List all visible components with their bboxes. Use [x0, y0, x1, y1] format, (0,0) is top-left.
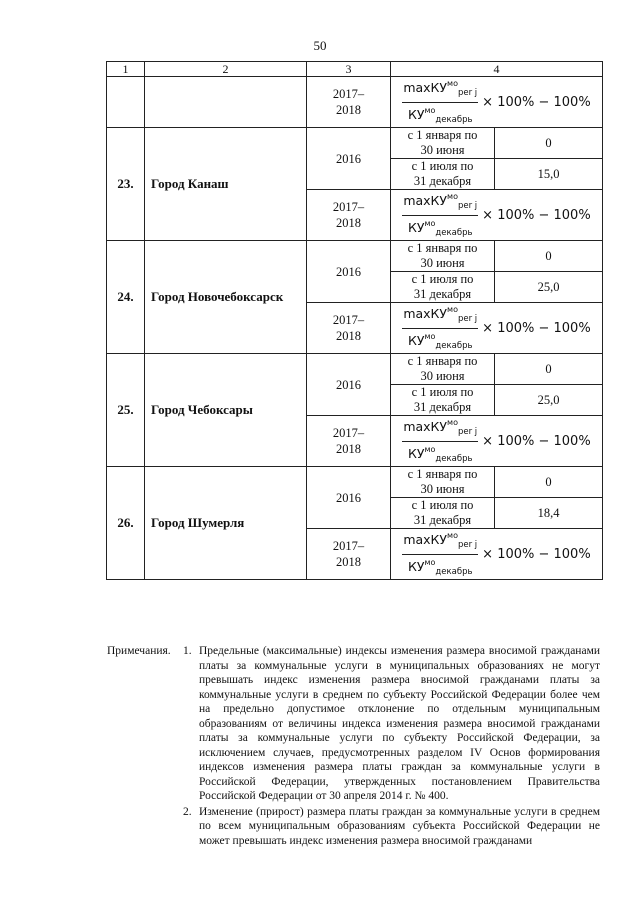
formula-cell: [391, 190, 603, 241]
year-cell: 2016: [307, 354, 391, 416]
formula-tail: × 100% − 100%: [482, 207, 591, 223]
formula-cell: [391, 416, 603, 467]
year-text: 2017– 2018: [332, 313, 365, 343]
numerator-sub: per j: [457, 427, 478, 437]
formula-numerator: [402, 190, 478, 216]
numerator-sup: мо: [447, 418, 458, 427]
numerator-base: maxКУ: [403, 306, 448, 321]
year-cell: [307, 529, 391, 580]
period-text: с 1 января по 30 июня: [407, 241, 478, 270]
header-col-3: 3: [307, 62, 391, 77]
value-cell: 0: [495, 241, 603, 272]
note-index: 1.: [183, 645, 192, 657]
formula-tail: × 100% − 100%: [482, 320, 591, 336]
notes: [107, 644, 600, 849]
note-text: Изменение (прирост) размера платы граждан за коммунальные услуги в среднем по всем муниципальным образованиям субъекта Российской Федерации не может превышать индекс изменения размера вносимой гражданами: [199, 805, 600, 847]
table-header-row: [107, 62, 603, 77]
year-text: 2017– 2018: [332, 426, 365, 456]
denominator-sub: декабрь: [435, 228, 473, 238]
table-row: [107, 77, 603, 128]
formula: [391, 303, 602, 353]
value-cell: 25,0: [495, 385, 603, 416]
year-cell: [307, 416, 391, 467]
denominator-sup: мо: [424, 106, 436, 115]
year-text: 2017– 2018: [332, 200, 365, 230]
period-text: с 1 января по 30 июня: [407, 354, 478, 383]
denominator-base: КУ: [407, 446, 425, 461]
period-cell: [391, 498, 495, 529]
formula: [391, 529, 602, 579]
city-number: 25.: [107, 354, 145, 467]
value-cell: 0: [495, 128, 603, 159]
period-cell: [391, 159, 495, 190]
formula-cell: [391, 303, 603, 354]
formula-denominator: [407, 329, 474, 353]
numerator-base: maxКУ: [403, 80, 448, 95]
indices-table: [106, 61, 603, 580]
formula: [391, 416, 602, 466]
formula-numerator: [402, 529, 478, 555]
value-cell: 0: [495, 467, 603, 498]
formula-fraction: [402, 77, 478, 127]
numerator-base: maxКУ: [403, 193, 448, 208]
numerator-base: maxКУ: [403, 419, 448, 434]
numerator-sup: мо: [447, 192, 458, 201]
denominator-sub: декабрь: [435, 341, 473, 351]
period-cell: [391, 385, 495, 416]
notes-label: Примечания.: [107, 645, 171, 657]
denominator-sub: декабрь: [435, 115, 473, 125]
formula: [391, 77, 602, 127]
formula-fraction: [402, 190, 478, 240]
numerator-base: maxКУ: [403, 532, 448, 547]
table-row: [107, 467, 603, 498]
city-number: 26.: [107, 467, 145, 580]
period-cell: [391, 272, 495, 303]
note-index: 2.: [183, 805, 192, 818]
numerator-sub: per j: [457, 314, 478, 324]
formula-numerator: [402, 416, 478, 442]
year-cell: 2016: [307, 467, 391, 529]
header-col-1: 1: [107, 62, 145, 77]
period-cell: [391, 467, 495, 498]
page-number: 50: [313, 38, 327, 53]
table-row: [107, 241, 603, 272]
period-cell: [391, 354, 495, 385]
empty-cell: [107, 77, 145, 128]
year-cell: [307, 303, 391, 354]
city-name: Город Чебоксары: [145, 354, 307, 467]
period-text: с 1 июля по 31 декабря: [411, 272, 474, 301]
formula-tail: × 100% − 100%: [482, 433, 591, 449]
year-text: 2017– 2018: [332, 87, 365, 117]
denominator-sup: мо: [424, 332, 436, 341]
formula-cell: [391, 77, 603, 128]
period-cell: [391, 128, 495, 159]
period-text: с 1 июля по 31 декабря: [411, 498, 474, 527]
city-name: Город Канаш: [145, 128, 307, 241]
header-col-4: 4: [391, 62, 603, 77]
value-cell: 0: [495, 354, 603, 385]
numerator-sup: мо: [447, 79, 458, 88]
numerator-sub: per j: [457, 201, 478, 211]
formula-fraction: [402, 529, 478, 579]
empty-cell: [145, 77, 307, 128]
formula-tail: × 100% − 100%: [482, 94, 591, 110]
note-text: Предельные (максимальные) индексы изменения размера вносимой гражданами платы за коммунальные услуги в муниципальных образованиях не могут превышать индекс изменения размера вносимой гражданами платы за коммунальные услуги в среднем по субъекту Российской Федерации более чем на предельно допустимое отклонение по отдельным муниципальным образованиям от величины индекса изменения размера вносимой гражданами платы за коммунальные услуги по субъекту Российской Федерации, за исключением случаев, предусмотренных разделом IV Основ формирования индексов изменения размера платы граждан за коммунальные услуги в Российской Федерации, утвержденных постановлением Правительства Российской Федерации от 30 апреля 2014 г. № 400.: [199, 645, 600, 802]
value-cell: 18,4: [495, 498, 603, 529]
denominator-sub: декабрь: [435, 567, 473, 577]
numerator-sup: мо: [447, 531, 458, 540]
formula-tail: × 100% − 100%: [482, 546, 591, 562]
year-text: 2017– 2018: [332, 539, 365, 569]
formula-cell: [391, 529, 603, 580]
note-item: [107, 644, 600, 804]
period-text: с 1 января по 30 июня: [407, 467, 478, 496]
formula: [391, 190, 602, 240]
denominator-base: КУ: [407, 107, 425, 122]
formula-fraction: [402, 303, 478, 353]
period-cell: [391, 241, 495, 272]
period-text: с 1 января по 30 июня: [407, 128, 478, 157]
formula-denominator: [407, 103, 474, 127]
table-row: [107, 128, 603, 159]
formula-denominator: [407, 216, 474, 240]
year-cell: [307, 77, 391, 128]
denominator-sup: мо: [424, 445, 436, 454]
value-cell: 25,0: [495, 272, 603, 303]
formula-denominator: [407, 442, 474, 466]
note-item: [107, 805, 600, 849]
formula-numerator: [402, 77, 478, 103]
denominator-base: КУ: [407, 220, 425, 235]
period-text: с 1 июля по 31 декабря: [411, 385, 474, 414]
year-cell: [307, 190, 391, 241]
formula-fraction: [402, 416, 478, 466]
header-col-2: 2: [145, 62, 307, 77]
city-number: 24.: [107, 241, 145, 354]
denominator-base: КУ: [407, 559, 425, 574]
denominator-sup: мо: [424, 558, 436, 567]
denominator-sub: декабрь: [435, 454, 473, 464]
numerator-sub: per j: [457, 540, 478, 550]
numerator-sub: per j: [457, 88, 478, 98]
denominator-base: КУ: [407, 333, 425, 348]
period-text: с 1 июля по 31 декабря: [411, 159, 474, 188]
table-row: [107, 354, 603, 385]
numerator-sup: мо: [447, 305, 458, 314]
formula-denominator: [407, 555, 474, 579]
city-number: 23.: [107, 128, 145, 241]
value-cell: 15,0: [495, 159, 603, 190]
city-name: Город Новочебоксарск: [145, 241, 307, 354]
city-name: Город Шумерля: [145, 467, 307, 580]
formula-numerator: [402, 303, 478, 329]
year-cell: 2016: [307, 241, 391, 303]
notes-label-spacer: [107, 805, 183, 849]
year-cell: 2016: [307, 128, 391, 190]
denominator-sup: мо: [424, 219, 436, 228]
